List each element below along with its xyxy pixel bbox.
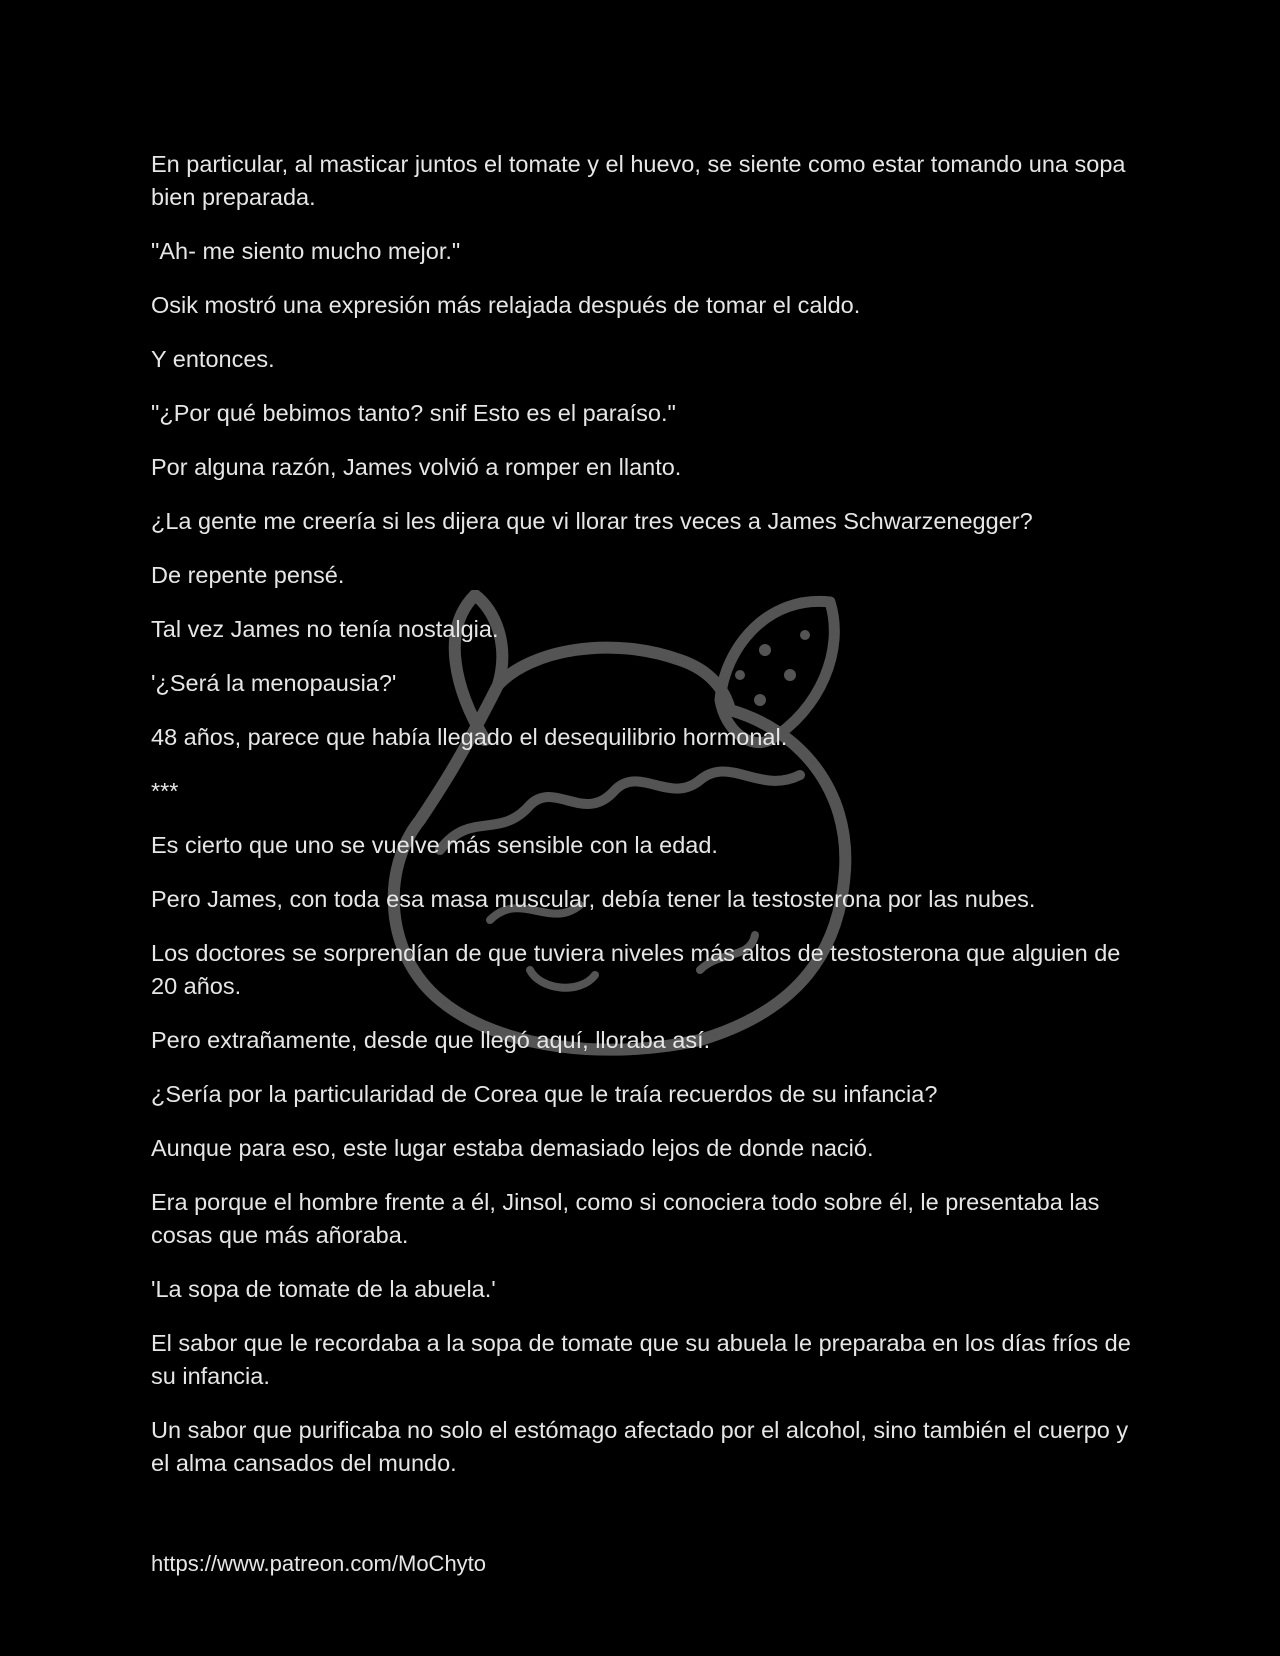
paragraph: 'La sopa de tomate de la abuela.' bbox=[151, 1276, 496, 1302]
paragraph: Pero James, con toda esa masa muscular, debía tener la testosterona por las nubes. bbox=[151, 886, 1036, 912]
paragraph: "¿Por qué bebimos tanto? snif Esto es el paraíso." bbox=[151, 400, 676, 426]
paragraph: Tal vez James no tenía nostalgia. bbox=[151, 616, 499, 642]
paragraph: '¿Será la menopausia?' bbox=[151, 670, 397, 696]
paragraph: Y entonces. bbox=[151, 346, 275, 372]
paragraph: Por alguna razón, James volvió a romper en llanto. bbox=[151, 454, 682, 480]
paragraph: Aunque para eso, este lugar estaba demasiado lejos de donde nació. bbox=[151, 1135, 874, 1161]
paragraph: "Ah- me siento mucho mejor." bbox=[151, 238, 461, 264]
paragraph: Era porque el hombre frente a él, Jinsol, como si conociera todo sobre él, le presentaba las cosas que más añoraba. bbox=[151, 1189, 1100, 1248]
paragraph: ¿La gente me creería si les dijera que vi llorar tres veces a James Schwarzenegger? bbox=[151, 508, 1033, 534]
scene-break: *** bbox=[151, 778, 179, 804]
paragraph: El sabor que le recordaba a la sopa de tomate que su abuela le preparaba en los días fríos de su infancia. bbox=[151, 1330, 1131, 1389]
paragraph: ¿Sería por la particularidad de Corea que le traía recuerdos de su infancia? bbox=[151, 1081, 938, 1107]
paragraph: Es cierto que uno se vuelve más sensible con la edad. bbox=[151, 832, 718, 858]
story-text bbox=[151, 148, 1131, 1501]
paragraph: En particular, al masticar juntos el tomate y el huevo, se siente como estar tomando una sopa bien preparada. bbox=[151, 151, 1126, 210]
patreon-link[interactable]: https://www.patreon.com/MoChyto bbox=[151, 1551, 487, 1576]
paragraph: Un sabor que purificaba no solo el estómago afectado por el alcohol, sino también el cuerpo y el alma cansados del mundo. bbox=[151, 1417, 1129, 1476]
paragraph: De repente pensé. bbox=[151, 562, 345, 588]
paragraph: 48 años, parece que había llegado el desequilibrio hormonal. bbox=[151, 724, 788, 750]
paragraph: Los doctores se sorprendían de que tuviera niveles más altos de testosterona que alguien de 20 años. bbox=[151, 940, 1121, 999]
paragraph: Pero extrañamente, desde que llegó aquí, lloraba así. bbox=[151, 1027, 711, 1053]
paragraph: Osik mostró una expresión más relajada después de tomar el caldo. bbox=[151, 292, 861, 318]
